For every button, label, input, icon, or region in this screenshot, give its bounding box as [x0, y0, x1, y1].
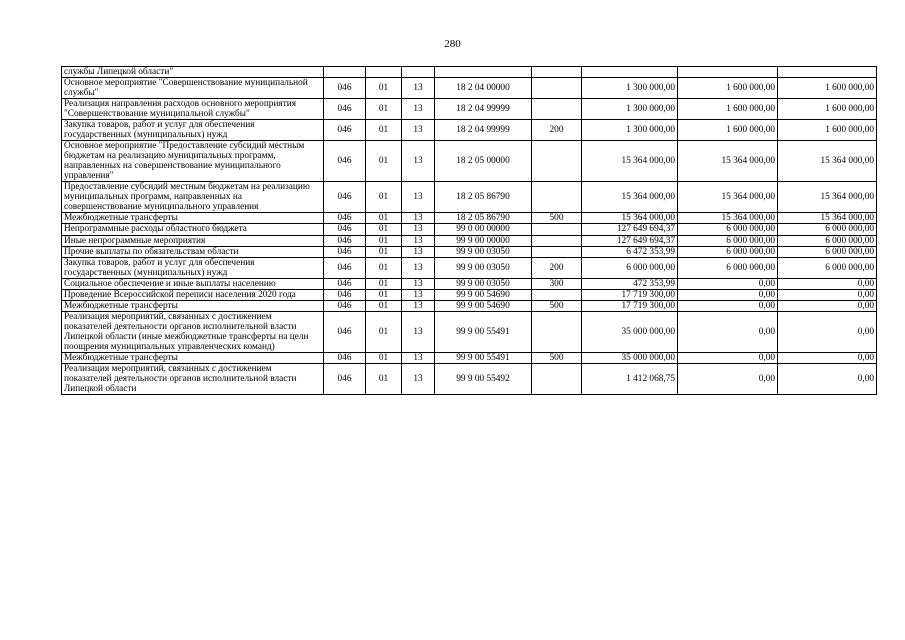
- section-code-cell: 01: [366, 213, 402, 224]
- amount-year1-cell: 17 719 300,00: [582, 289, 678, 300]
- expense-type-cell: [532, 363, 582, 394]
- expense-name-cell: Основное мероприятие "Предоставление субсидий местным бюджетам на реализацию муниципальных программ, направленных на совершенствование муниципального управления": [62, 141, 324, 182]
- expense-name-cell: Основное мероприятие "Совершенствование муниципальной службы": [62, 78, 324, 99]
- expense-name-cell: Иные непрограммные мероприятия: [62, 235, 324, 246]
- expense-name-cell: Межбюджетные трансферты: [62, 300, 324, 311]
- section-code-cell: 01: [366, 300, 402, 311]
- amount-year1-cell: 1 300 000,00: [582, 78, 678, 99]
- table-row: [62, 67, 877, 78]
- target-article-cell: 18 2 04 99999: [435, 99, 532, 120]
- amount-year1-cell: [582, 67, 678, 78]
- subsection-code-cell: 13: [402, 246, 435, 257]
- amount-year1-cell: 15 364 000,00: [582, 141, 678, 182]
- table-row: [62, 120, 877, 141]
- admin-code-cell: 046: [324, 213, 366, 224]
- amount-year2-cell: 6 000 000,00: [678, 257, 778, 278]
- subsection-code-cell: 13: [402, 278, 435, 289]
- table-row: [62, 311, 877, 352]
- section-code-cell: 01: [366, 182, 402, 213]
- amount-year1-cell: 1 300 000,00: [582, 99, 678, 120]
- amount-year3-cell: 15 364 000,00: [778, 141, 877, 182]
- target-article-cell: 18 2 05 00000: [435, 141, 532, 182]
- amount-year2-cell: 15 364 000,00: [678, 141, 778, 182]
- admin-code-cell: 046: [324, 120, 366, 141]
- amount-year3-cell: 6 000 000,00: [778, 257, 877, 278]
- target-article-cell: 99 9 00 00000: [435, 235, 532, 246]
- amount-year1-cell: 15 364 000,00: [582, 182, 678, 213]
- expense-name-cell: службы Липецкой области": [62, 67, 324, 78]
- table-row: [62, 99, 877, 120]
- amount-year3-cell: 6 000 000,00: [778, 235, 877, 246]
- target-article-cell: 99 9 00 54690: [435, 300, 532, 311]
- admin-code-cell: 046: [324, 141, 366, 182]
- amount-year3-cell: 0,00: [778, 363, 877, 394]
- admin-code-cell: 046: [324, 78, 366, 99]
- expense-type-cell: 300: [532, 278, 582, 289]
- table-row: [62, 300, 877, 311]
- table-row: [62, 182, 877, 213]
- amount-year1-cell: 1 412 068,75: [582, 363, 678, 394]
- amount-year3-cell: 1 600 000,00: [778, 99, 877, 120]
- section-code-cell: 01: [366, 289, 402, 300]
- budget-table: [61, 66, 877, 395]
- amount-year3-cell: 1 600 000,00: [778, 120, 877, 141]
- section-code-cell: 01: [366, 352, 402, 363]
- table-row: [62, 278, 877, 289]
- target-article-cell: 18 2 04 99999: [435, 120, 532, 141]
- expense-name-cell: Непрограммные расходы областного бюджета: [62, 224, 324, 235]
- expense-name-cell: Реализация мероприятий, связанных с достижением показателей деятельности органов исполнительной власти Липецкой области: [62, 363, 324, 394]
- admin-code-cell: 046: [324, 99, 366, 120]
- amount-year2-cell: 0,00: [678, 300, 778, 311]
- admin-code-cell: 046: [324, 246, 366, 257]
- table-row: [62, 235, 877, 246]
- subsection-code-cell: 13: [402, 120, 435, 141]
- expense-type-cell: 200: [532, 257, 582, 278]
- section-code-cell: 01: [366, 99, 402, 120]
- expense-name-cell: Проведение Всероссийской переписи населения 2020 года: [62, 289, 324, 300]
- expense-name-cell: Закупка товаров, работ и услуг для обеспечения государственных (муниципальных) нужд: [62, 257, 324, 278]
- expense-name-cell: Реализация направления расходов основного мероприятия "Совершенствование муниципальной службы": [62, 99, 324, 120]
- section-code-cell: 01: [366, 141, 402, 182]
- admin-code-cell: 046: [324, 363, 366, 394]
- admin-code-cell: 046: [324, 182, 366, 213]
- page-number: 280: [444, 38, 461, 50]
- subsection-code-cell: 13: [402, 289, 435, 300]
- table-row: [62, 141, 877, 182]
- amount-year1-cell: 127 649 694,37: [582, 235, 678, 246]
- table-row: [62, 78, 877, 99]
- subsection-code-cell: 13: [402, 363, 435, 394]
- target-article-cell: 99 9 00 03050: [435, 246, 532, 257]
- target-article-cell: 99 9 00 03050: [435, 278, 532, 289]
- subsection-code-cell: 13: [402, 224, 435, 235]
- amount-year2-cell: 0,00: [678, 363, 778, 394]
- subsection-code-cell: 13: [402, 257, 435, 278]
- admin-code-cell: 046: [324, 300, 366, 311]
- amount-year3-cell: 0,00: [778, 300, 877, 311]
- expense-type-cell: [532, 246, 582, 257]
- amount-year2-cell: 15 364 000,00: [678, 213, 778, 224]
- subsection-code-cell: 13: [402, 300, 435, 311]
- target-article-cell: [435, 67, 532, 78]
- admin-code-cell: 046: [324, 257, 366, 278]
- subsection-code-cell: 13: [402, 235, 435, 246]
- expense-type-cell: 500: [532, 352, 582, 363]
- expense-type-cell: [532, 67, 582, 78]
- section-code-cell: 01: [366, 363, 402, 394]
- amount-year2-cell: 6 000 000,00: [678, 246, 778, 257]
- subsection-code-cell: 13: [402, 213, 435, 224]
- amount-year3-cell: 15 364 000,00: [778, 213, 877, 224]
- expense-name-cell: Предоставление субсидий местным бюджетам на реализацию муниципальных программ, направленных на совершенствование муниципального управления: [62, 182, 324, 213]
- amount-year1-cell: 1 300 000,00: [582, 120, 678, 141]
- amount-year3-cell: 15 364 000,00: [778, 182, 877, 213]
- expense-type-cell: [532, 182, 582, 213]
- amount-year2-cell: 1 600 000,00: [678, 120, 778, 141]
- table-row: [62, 213, 877, 224]
- expense-type-cell: [532, 235, 582, 246]
- admin-code-cell: 046: [324, 289, 366, 300]
- expense-type-cell: [532, 141, 582, 182]
- expense-name-cell: Реализация мероприятий, связанных с достижением показателей деятельности органов исполнительной власти Липецкой области (иные межбюджетные трансферты на цели поощрения муниципальных управленческих команд): [62, 311, 324, 352]
- target-article-cell: 18 2 05 86790: [435, 182, 532, 213]
- target-article-cell: 18 2 05 86790: [435, 213, 532, 224]
- admin-code-cell: 046: [324, 235, 366, 246]
- section-code-cell: 01: [366, 224, 402, 235]
- admin-code-cell: 046: [324, 224, 366, 235]
- table-row: [62, 224, 877, 235]
- expense-name-cell: Социальное обеспечение и иные выплаты населению: [62, 278, 324, 289]
- amount-year2-cell: 0,00: [678, 352, 778, 363]
- expense-type-cell: [532, 289, 582, 300]
- target-article-cell: 99 9 00 55491: [435, 311, 532, 352]
- target-article-cell: 99 9 00 55492: [435, 363, 532, 394]
- amount-year1-cell: 15 364 000,00: [582, 213, 678, 224]
- target-article-cell: 99 0 00 00000: [435, 224, 532, 235]
- amount-year3-cell: 0,00: [778, 352, 877, 363]
- amount-year2-cell: 15 364 000,00: [678, 182, 778, 213]
- amount-year3-cell: 6 000 000,00: [778, 224, 877, 235]
- table-row: [62, 352, 877, 363]
- amount-year1-cell: 6 000 000,00: [582, 257, 678, 278]
- amount-year2-cell: 0,00: [678, 278, 778, 289]
- amount-year3-cell: 0,00: [778, 311, 877, 352]
- expense-type-cell: 200: [532, 120, 582, 141]
- subsection-code-cell: 13: [402, 311, 435, 352]
- section-code-cell: 01: [366, 278, 402, 289]
- amount-year1-cell: 35 000 000,00: [582, 352, 678, 363]
- expense-type-cell: [532, 224, 582, 235]
- subsection-code-cell: 13: [402, 182, 435, 213]
- expense-type-cell: [532, 311, 582, 352]
- subsection-code-cell: [402, 67, 435, 78]
- section-code-cell: 01: [366, 311, 402, 352]
- amount-year2-cell: 0,00: [678, 289, 778, 300]
- amount-year1-cell: 127 649 694,37: [582, 224, 678, 235]
- amount-year2-cell: [678, 67, 778, 78]
- table-row: [62, 257, 877, 278]
- amount-year3-cell: [778, 67, 877, 78]
- subsection-code-cell: 13: [402, 141, 435, 182]
- amount-year2-cell: 0,00: [678, 311, 778, 352]
- amount-year3-cell: 0,00: [778, 289, 877, 300]
- table-row: [62, 289, 877, 300]
- expense-type-cell: [532, 99, 582, 120]
- table-body: [62, 67, 877, 395]
- subsection-code-cell: 13: [402, 99, 435, 120]
- amount-year3-cell: 1 600 000,00: [778, 78, 877, 99]
- expense-type-cell: 500: [532, 300, 582, 311]
- amount-year2-cell: 1 600 000,00: [678, 99, 778, 120]
- section-code-cell: 01: [366, 257, 402, 278]
- section-code-cell: 01: [366, 246, 402, 257]
- expense-name-cell: Межбюджетные трансферты: [62, 213, 324, 224]
- admin-code-cell: 046: [324, 278, 366, 289]
- expense-name-cell: Межбюджетные трансферты: [62, 352, 324, 363]
- amount-year1-cell: 35 000 000,00: [582, 311, 678, 352]
- expense-name-cell: Закупка товаров, работ и услуг для обеспечения государственных (муниципальных) нужд: [62, 120, 324, 141]
- admin-code-cell: [324, 67, 366, 78]
- target-article-cell: 99 9 00 55491: [435, 352, 532, 363]
- amount-year1-cell: 6 472 353,99: [582, 246, 678, 257]
- expense-type-cell: 500: [532, 213, 582, 224]
- subsection-code-cell: 13: [402, 352, 435, 363]
- subsection-code-cell: 13: [402, 78, 435, 99]
- expense-name-cell: Прочие выплаты по обязательствам области: [62, 246, 324, 257]
- target-article-cell: 99 9 00 03050: [435, 257, 532, 278]
- amount-year3-cell: 0,00: [778, 278, 877, 289]
- amount-year1-cell: 472 353,99: [582, 278, 678, 289]
- section-code-cell: 01: [366, 120, 402, 141]
- amount-year1-cell: 17 719 300,00: [582, 300, 678, 311]
- amount-year2-cell: 6 000 000,00: [678, 224, 778, 235]
- section-code-cell: [366, 67, 402, 78]
- section-code-cell: 01: [366, 78, 402, 99]
- target-article-cell: 99 9 00 54690: [435, 289, 532, 300]
- amount-year2-cell: 6 000 000,00: [678, 235, 778, 246]
- amount-year2-cell: 1 600 000,00: [678, 78, 778, 99]
- admin-code-cell: 046: [324, 352, 366, 363]
- admin-code-cell: 046: [324, 311, 366, 352]
- target-article-cell: 18 2 04 00000: [435, 78, 532, 99]
- section-code-cell: 01: [366, 235, 402, 246]
- amount-year3-cell: 6 000 000,00: [778, 246, 877, 257]
- table-row: [62, 363, 877, 394]
- expense-type-cell: [532, 78, 582, 99]
- table-row: [62, 246, 877, 257]
